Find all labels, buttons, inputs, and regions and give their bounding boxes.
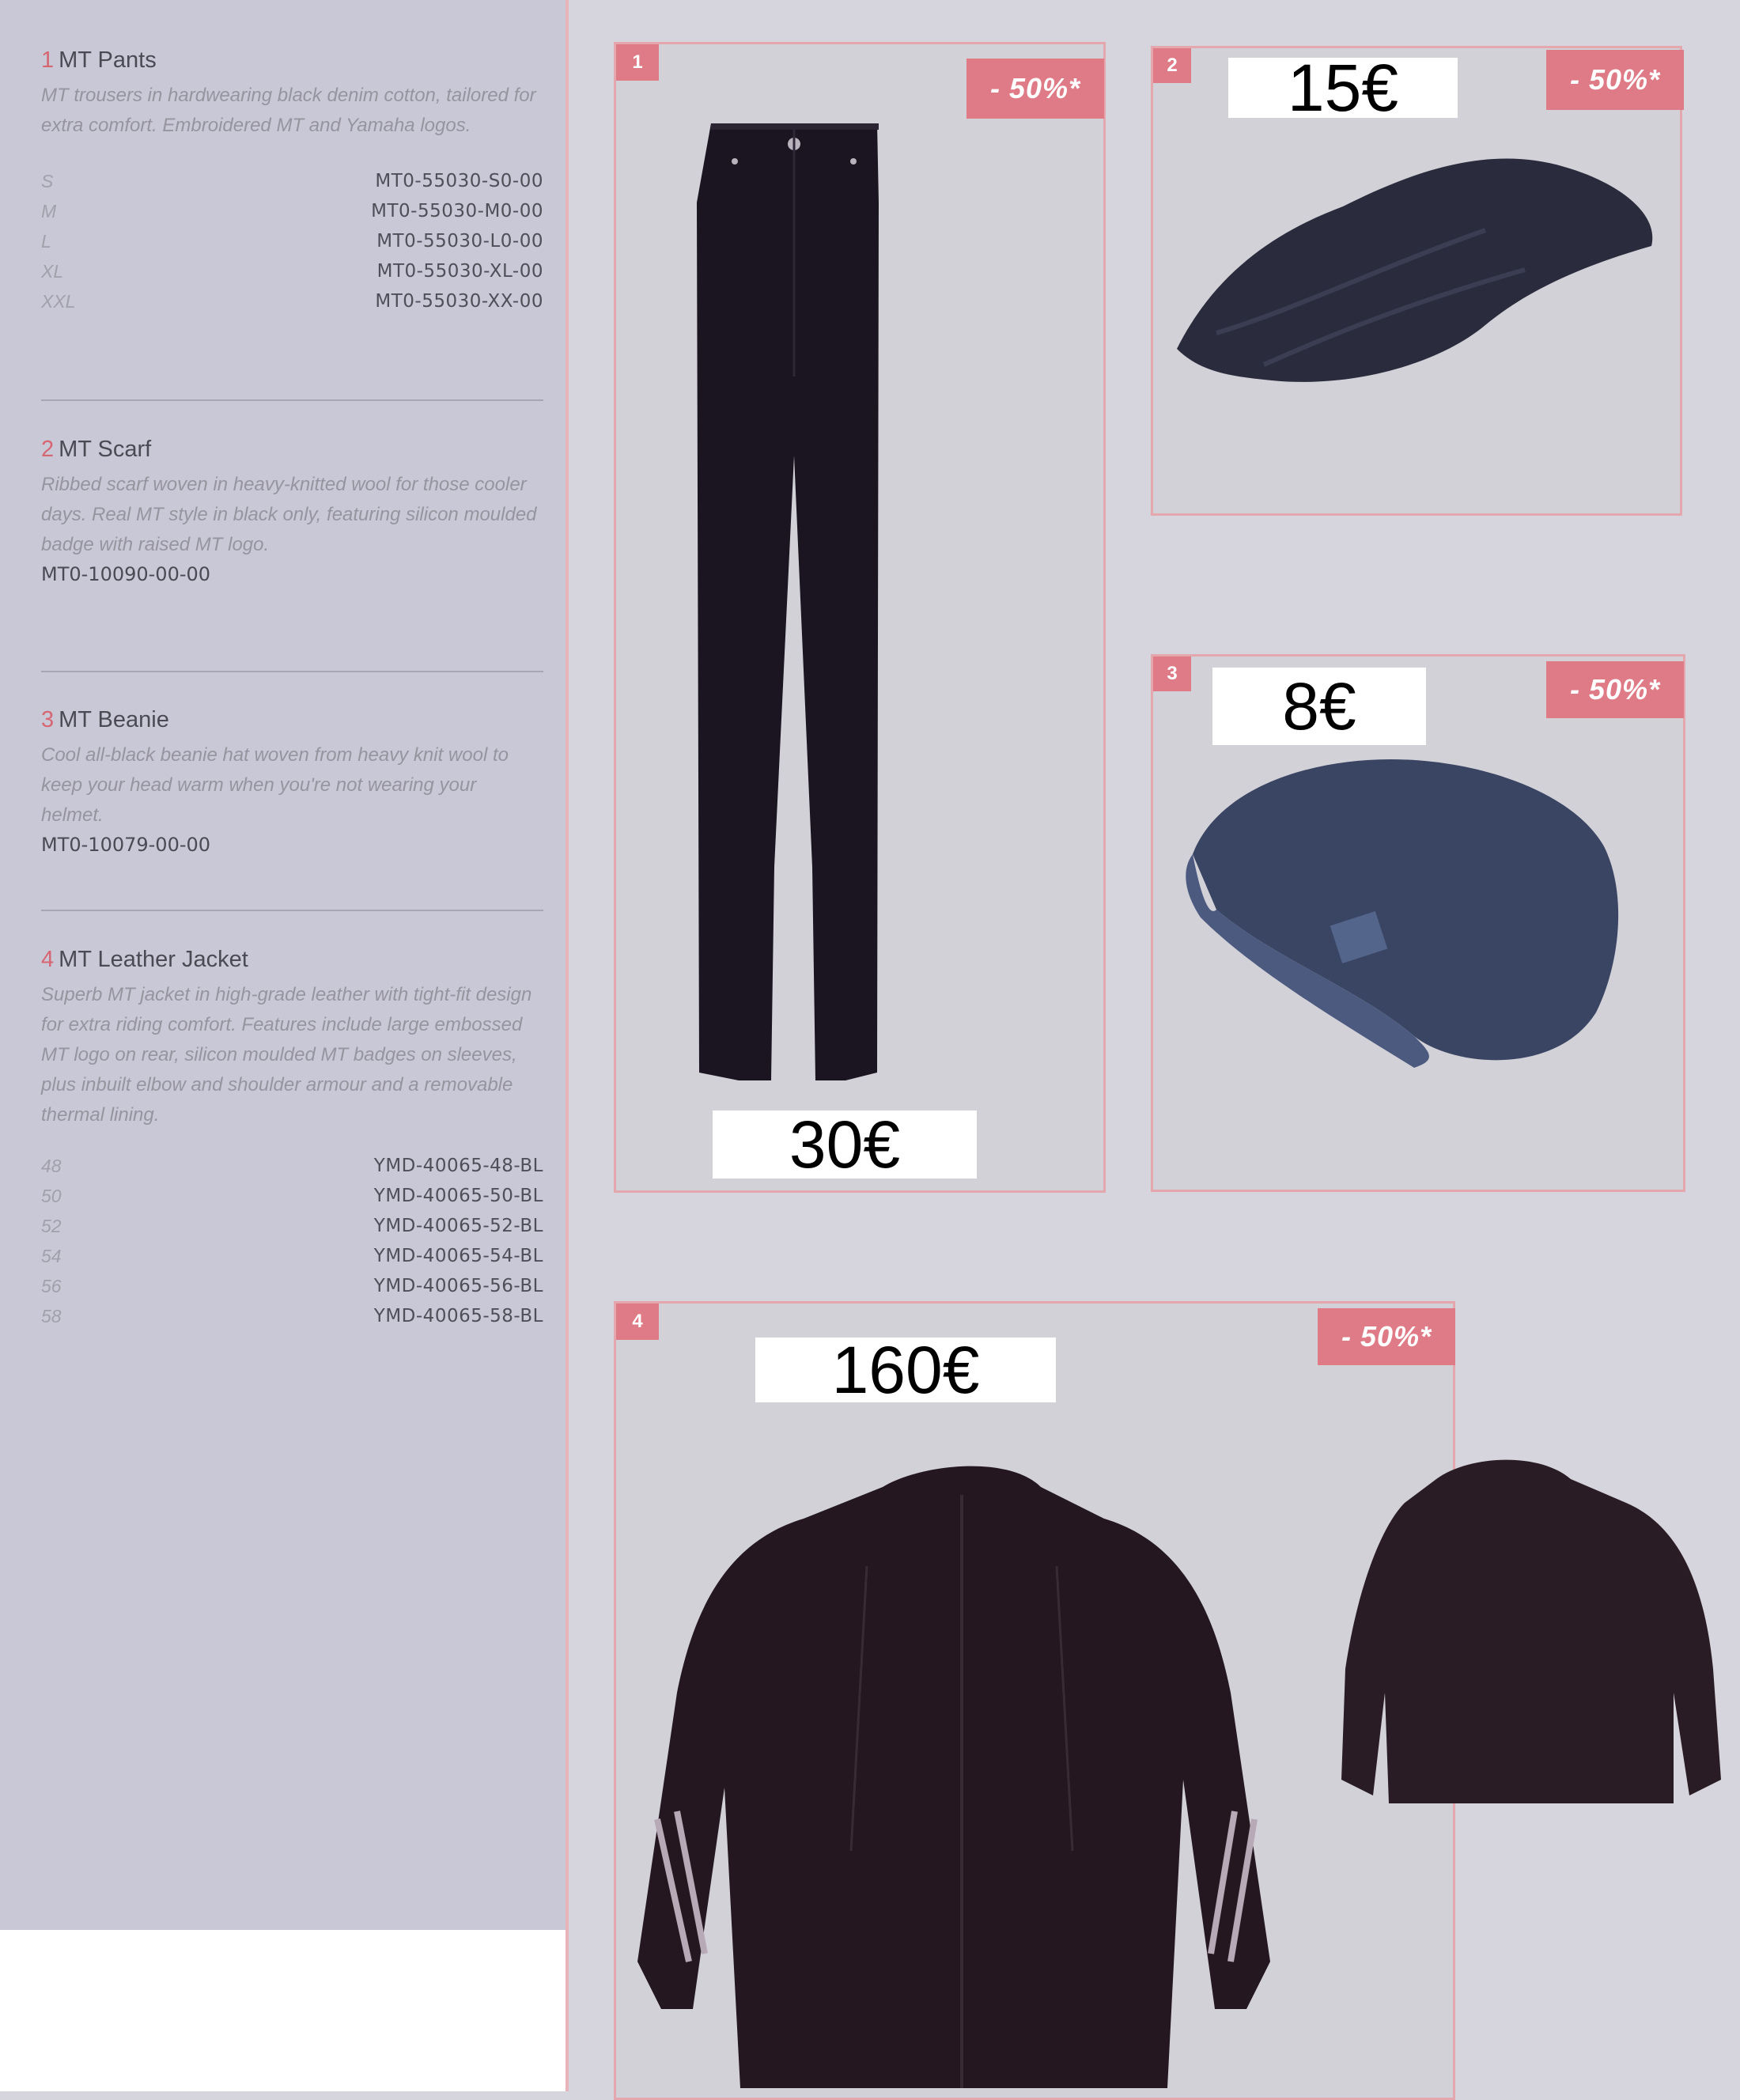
size-row: [41, 1211, 543, 1241]
item-number: 1: [41, 47, 55, 73]
discount-badge: - 50%*: [966, 59, 1104, 119]
item-description: Superb MT jacket in high-grade leather with tight-fit design for extra riding comfort. Features include large embossed MT logo on rear, silicon moulded MT badges on sleeves, plus inbuilt elbow and shoulder armour and a removable thermal lining.: [41, 984, 532, 1126]
panel-number-badge: 1: [616, 44, 659, 81]
item-mt-scarf: [41, 435, 543, 585]
pants-image: [616, 44, 1103, 1190]
part-code: YMD-40065-52-BL: [373, 1216, 543, 1236]
size-label: 58: [41, 1305, 62, 1326]
part-code: YMD-40065-48-BL: [373, 1156, 543, 1176]
price-tag: 8€: [1212, 668, 1426, 745]
size-row: [41, 196, 543, 226]
panel-number-badge: 3: [1153, 656, 1191, 691]
size-label: S: [41, 170, 54, 191]
size-label: 54: [41, 1245, 62, 1266]
size-label: L: [41, 230, 51, 252]
item-mt-beanie: [41, 706, 543, 856]
section-divider: [41, 671, 543, 672]
item-number: 4: [41, 947, 55, 972]
size-row: [41, 1151, 543, 1181]
size-row: [41, 1241, 543, 1271]
size-list: [41, 1151, 543, 1331]
size-label: XXL: [41, 290, 76, 312]
part-code: MT0-55030-M0-00: [371, 201, 543, 221]
item-number: 3: [41, 707, 55, 732]
part-code: MT0-10090-00-00: [41, 563, 211, 585]
product-panel-pants: [614, 42, 1106, 1193]
item-mt-leather-jacket: [41, 945, 543, 1331]
size-label: 50: [41, 1185, 62, 1206]
item-name: MT Pants: [59, 47, 157, 73]
size-label: 48: [41, 1155, 62, 1176]
discount-badge: - 50%*: [1318, 1308, 1455, 1365]
beanie-image: [1153, 656, 1683, 1190]
item-title: [41, 435, 543, 464]
price-tag: 30€: [713, 1111, 977, 1179]
part-code: MT0-55030-L0-00: [376, 231, 543, 252]
column-divider: [566, 0, 569, 2091]
section-divider: [41, 399, 543, 401]
size-row: [41, 166, 543, 196]
price-tag: 15€: [1228, 58, 1458, 118]
part-code: YMD-40065-54-BL: [373, 1246, 543, 1266]
item-title: [41, 706, 543, 734]
size-list: [41, 166, 543, 316]
part-code: YMD-40065-58-BL: [373, 1306, 543, 1326]
size-label: M: [41, 200, 57, 221]
item-mt-pants: [41, 46, 543, 316]
item-description: MT trousers in hardwearing black denim cotton, tailored for extra comfort. Embroidered MT and Yamaha logos.: [41, 85, 536, 136]
part-code: YMD-40065-50-BL: [373, 1186, 543, 1206]
price-tag: 160€: [755, 1338, 1056, 1402]
jacket-image: [614, 1408, 1740, 2091]
item-description: Cool all-black beanie hat woven from heavy knit wool to keep your head warm when you're not wearing your helmet.: [41, 744, 509, 826]
item-title: [41, 46, 543, 74]
product-panel-scarf: [1151, 46, 1682, 516]
size-row: [41, 226, 543, 256]
discount-badge: - 50%*: [1546, 50, 1684, 110]
size-row: [41, 286, 543, 316]
item-name: MT Beanie: [59, 707, 169, 732]
discount-badge: - 50%*: [1546, 661, 1684, 718]
part-code: MT0-10079-00-00: [41, 834, 211, 856]
blank-area: [0, 1930, 566, 2091]
size-label: 52: [41, 1215, 62, 1236]
item-title: [41, 945, 543, 974]
size-row: [41, 256, 543, 286]
part-code: MT0-55030-XL-00: [376, 261, 543, 282]
item-number: 2: [41, 437, 55, 462]
size-row: [41, 1301, 543, 1331]
part-code: YMD-40065-56-BL: [373, 1276, 543, 1296]
size-row: [41, 1271, 543, 1301]
item-name: MT Leather Jacket: [59, 947, 248, 972]
item-description: Ribbed scarf woven in heavy-knitted wool for those cooler days. Real MT style in black only, featuring silicon moulded badge with raised MT logo.: [41, 474, 537, 555]
part-code: MT0-55030-S0-00: [375, 171, 543, 191]
size-row: [41, 1181, 543, 1211]
item-name: MT Scarf: [59, 437, 152, 462]
size-label: XL: [41, 260, 64, 282]
size-label: 56: [41, 1275, 62, 1296]
scarf-image: [1153, 48, 1680, 513]
part-code: MT0-55030-XX-00: [375, 291, 543, 312]
section-divider: [41, 910, 543, 911]
panel-number-badge: 2: [1153, 48, 1191, 83]
product-panel-beanie: [1151, 654, 1685, 1192]
panel-number-badge: 4: [616, 1304, 659, 1340]
